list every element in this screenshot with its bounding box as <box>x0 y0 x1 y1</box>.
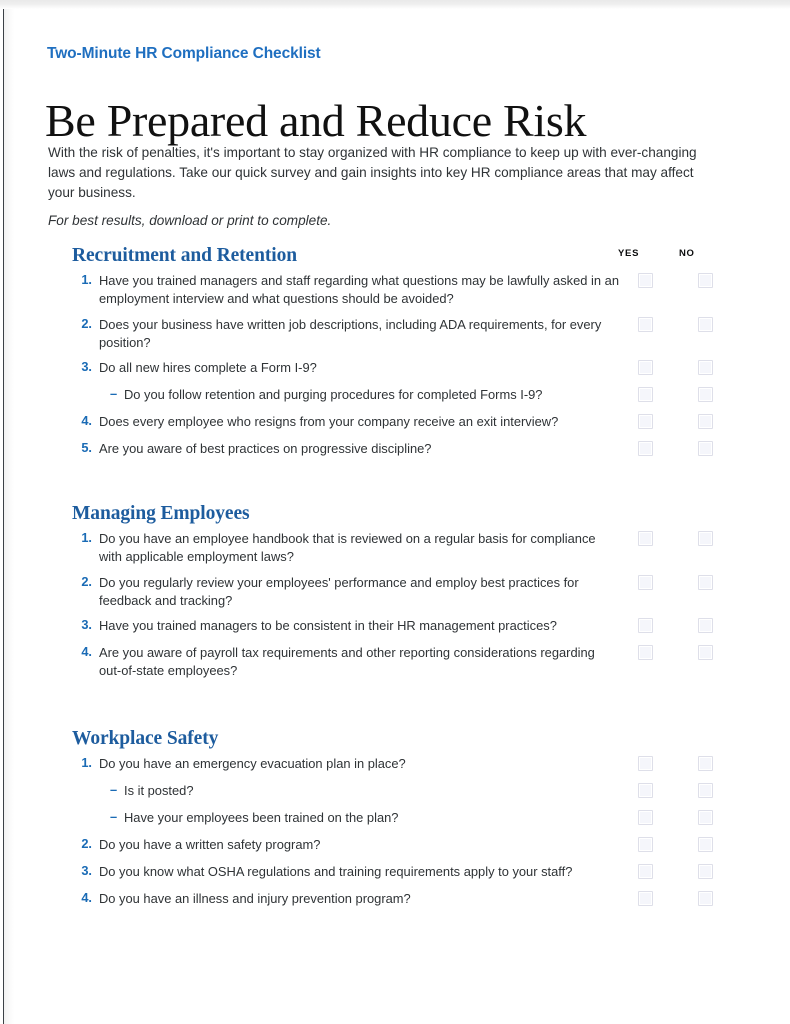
checklist-item <box>72 272 772 309</box>
question-text: Do you have an employee handbook that is reviewed on a regular basis for compliance with applicable employment laws? <box>99 531 596 565</box>
section-title-recruitment-and-retention: Recruitment and Retention <box>72 245 297 266</box>
item-number: 3. <box>81 863 92 878</box>
checkbox-no[interactable] <box>698 810 713 825</box>
item-number: 1. <box>81 755 92 770</box>
checklist-item <box>72 316 772 353</box>
checklist-subitem <box>72 782 772 802</box>
question-text: Have your employees been trained on the plan? <box>124 810 399 825</box>
item-number: 1. <box>81 272 92 287</box>
checkbox-yes[interactable] <box>638 387 653 402</box>
question-text: Are you aware of payroll tax requirements and other reporting considerations regarding out-of-state employees? <box>99 645 595 679</box>
checklist-item <box>72 890 772 910</box>
question-text: Do you follow retention and purging procedures for completed Forms I-9? <box>124 387 543 403</box>
page-top-band <box>0 0 790 9</box>
question-text: Does every employee who resigns from your company receive an exit interview? <box>99 414 559 430</box>
checklist-item <box>72 359 772 379</box>
checkbox-yes[interactable] <box>638 645 653 660</box>
item-number: 2. <box>81 836 92 851</box>
subitem-dash-marker: – <box>110 386 118 402</box>
checkbox-no[interactable] <box>698 864 713 879</box>
checklist-item <box>72 530 772 567</box>
print-note: For best results, download or print to complete. <box>48 212 332 228</box>
checkbox-yes[interactable] <box>638 273 653 288</box>
document-body <box>14 9 790 1024</box>
checkbox-no[interactable] <box>698 360 713 375</box>
checkbox-yes[interactable] <box>638 414 653 429</box>
section-workplace-safety <box>72 728 772 917</box>
checkbox-yes[interactable] <box>638 317 653 332</box>
checkbox-yes[interactable] <box>638 441 653 456</box>
checklist-item <box>72 644 772 681</box>
item-number: 5. <box>81 440 92 456</box>
checklist-item <box>72 617 772 637</box>
checkbox-yes[interactable] <box>638 531 653 546</box>
checkbox-yes[interactable] <box>638 575 653 590</box>
question-text: Does your business have written job descriptions, including ADA requirements, for every position? <box>99 316 602 350</box>
question-text: Do you know what OSHA regulations and training requirements apply to your staff? <box>99 864 573 879</box>
checklist-subitem <box>72 386 772 406</box>
checkbox-yes[interactable] <box>638 864 653 879</box>
checkbox-no[interactable] <box>698 575 713 590</box>
question-text: Have you trained managers and staff regarding what questions may be lawfully asked in an employment interview and what questions should be avoided? <box>99 273 619 307</box>
section-title-workplace-safety: Workplace Safety <box>72 728 219 749</box>
question-text: Do you have a written safety program? <box>99 837 321 852</box>
item-number: 2. <box>81 573 92 589</box>
item-number: 3. <box>81 359 92 375</box>
item-number: 2. <box>81 315 92 331</box>
section-recruitment-and-retention <box>72 245 772 467</box>
item-number: 4. <box>81 890 92 905</box>
checkbox-no[interactable] <box>698 645 713 660</box>
checkbox-yes[interactable] <box>638 891 653 906</box>
question-text: Are you aware of best practices on progressive discipline? <box>99 441 432 457</box>
column-header-no: NO <box>679 248 695 259</box>
checkbox-yes[interactable] <box>638 360 653 375</box>
checkbox-no[interactable] <box>698 273 713 288</box>
checklist-item <box>72 413 772 433</box>
checkbox-no[interactable] <box>698 756 713 771</box>
checkbox-no[interactable] <box>698 441 713 456</box>
checkbox-no[interactable] <box>698 783 713 798</box>
eyebrow-title: Two-Minute HR Compliance Checklist <box>47 45 321 62</box>
subitem-dash-marker: – <box>110 809 118 824</box>
checkbox-yes[interactable] <box>638 756 653 771</box>
page-left-shadow <box>4 9 14 1024</box>
section-title-managing-employees: Managing Employees <box>72 503 250 524</box>
question-text: Do you regularly review your employees' performance and employ best practices for feedback and tracking? <box>99 574 579 608</box>
checklist-item <box>72 440 772 460</box>
checkbox-yes[interactable] <box>638 618 653 633</box>
question-text: Is it posted? <box>124 783 194 798</box>
checklist-subitem <box>72 809 772 829</box>
checkbox-yes[interactable] <box>638 783 653 798</box>
checklist-item <box>72 836 772 856</box>
question-text: Do all new hires complete a Form I-9? <box>99 360 317 376</box>
page-title: Be Prepared and Reduce Risk <box>45 94 587 146</box>
checkbox-no[interactable] <box>698 618 713 633</box>
checkbox-no[interactable] <box>698 837 713 852</box>
intro-paragraph: With the risk of penalties, it's important to stay organized with HR compliance to keep up with ever-changing laws and regulations. Take our quick survey and gain insights into key HR compliance areas that may affect your business. <box>48 144 697 201</box>
checkbox-no[interactable] <box>698 531 713 546</box>
question-text: Have you trained managers to be consistent in their HR management practices? <box>99 618 557 634</box>
checkbox-yes[interactable] <box>638 837 653 852</box>
checkbox-no[interactable] <box>698 387 713 402</box>
item-number: 4. <box>81 644 92 660</box>
item-number: 4. <box>81 413 92 429</box>
question-text: Do you have an illness and injury prevention program? <box>99 891 411 906</box>
subitem-dash-marker: – <box>110 782 118 797</box>
question-text: Do you have an emergency evacuation plan in place? <box>99 756 406 771</box>
checkbox-no[interactable] <box>698 317 713 332</box>
item-number: 1. <box>81 530 92 545</box>
column-header-yes: YES <box>618 248 640 259</box>
checklist-item <box>72 863 772 883</box>
checklist-item <box>72 755 772 775</box>
section-managing-employees <box>72 503 772 688</box>
checklist-item <box>72 574 772 611</box>
checkbox-no[interactable] <box>698 414 713 429</box>
checkbox-no[interactable] <box>698 891 713 906</box>
item-number: 3. <box>81 617 92 633</box>
checkbox-yes[interactable] <box>638 810 653 825</box>
